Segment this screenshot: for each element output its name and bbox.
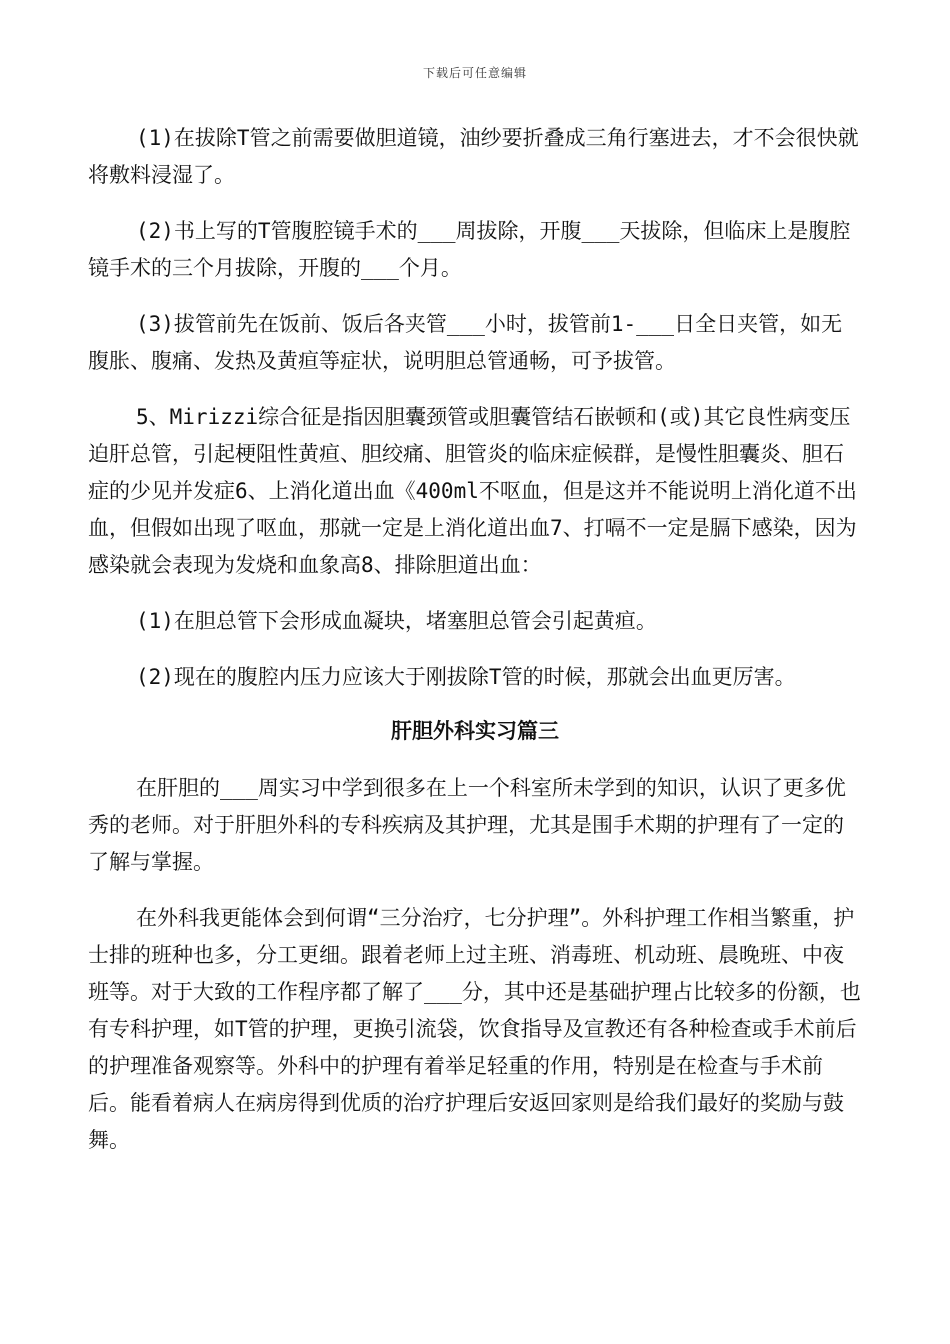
paragraph-biliary-bleeding-1: (1)在胆总管下会形成血凝块，堵塞胆总管会引起黄疸。	[136, 609, 657, 633]
paragraph-t-tube-removal-1: (1)在拔除T管之前需要做胆道镜，油纱要折叠成三角行塞进去，才不会很快就将敷料浸湿了。	[88, 126, 859, 187]
paragraph-surgical-nursing: 在外科我更能体会到何谓“三分治疗，七分护理”。外科护理工作相当繁重，护士排的班种也多，分工更细。跟着老师上过主班、消毒班、机动班、晨晚班、中夜班等。对于大致的工作程序都了解了___分，其中还是基础护理占比较多的份额，也有专科护理，如T管的护理，更换引流袋，饮食指导及宣教还有各种检查或手术前后的护理准备观察等。外科中的护理有着举足轻重的作用，特别是在检查与手术前后。能看着病人在病房得到优质的治疗护理后安返回家则是给我们最好的奖励与鼓舞。	[88, 906, 861, 1152]
paragraph-t-tube-removal-2: (2)书上写的T管腹腔镜手术的___周拔除，开腹___天拔除，但临床上是腹腔镜手术的三个月拔除，开腹的___个月。	[88, 219, 851, 280]
page-header: 下载后可任意编辑	[422, 66, 527, 80]
paragraph-biliary-bleeding-2: (2)现在的腹腔内压力应该大于刚拔除T管的时候，那就会出血更厉害。	[136, 665, 796, 689]
paragraph-internship-intro: 在肝胆的___周实习中学到很多在上一个科室所未学到的知识，认识了更多优秀的老师。对于肝胆外科的专科疾病及其护理，尤其是围手术期的护理有了一定的了解与掌握。	[88, 776, 846, 874]
paragraph-t-tube-removal-3: (3)拔管前先在饭前、饭后各夹管___小时，拔管前1-___日全日夹管，如无腹胀、腹痛、发热及黄疸等症状，说明胆总管通畅，可予拔管。	[88, 312, 843, 373]
document-body	[88, 120, 862, 1159]
section-title: 肝胆外科实习篇三	[391, 719, 559, 743]
paragraph-mirizzi-syndrome: 5、Mirizzi综合征是指因胆囊颈管或胆囊管结石嵌顿和(或)其它良性病变压迫肝总管，引起梗阻性黄疸、胆绞痛、胆管炎的临床症候群，是慢性胆囊炎、胆石症的少见并发症6、上消化道出血《400ml不呕血，但是这并不能说明上消化道不出血，但假如出现了呕血，那就一定是上消化道出血7、打嗝不一定是膈下感染，因为感染就会表现为发烧和血象高8、排除胆道出血：	[88, 405, 857, 577]
